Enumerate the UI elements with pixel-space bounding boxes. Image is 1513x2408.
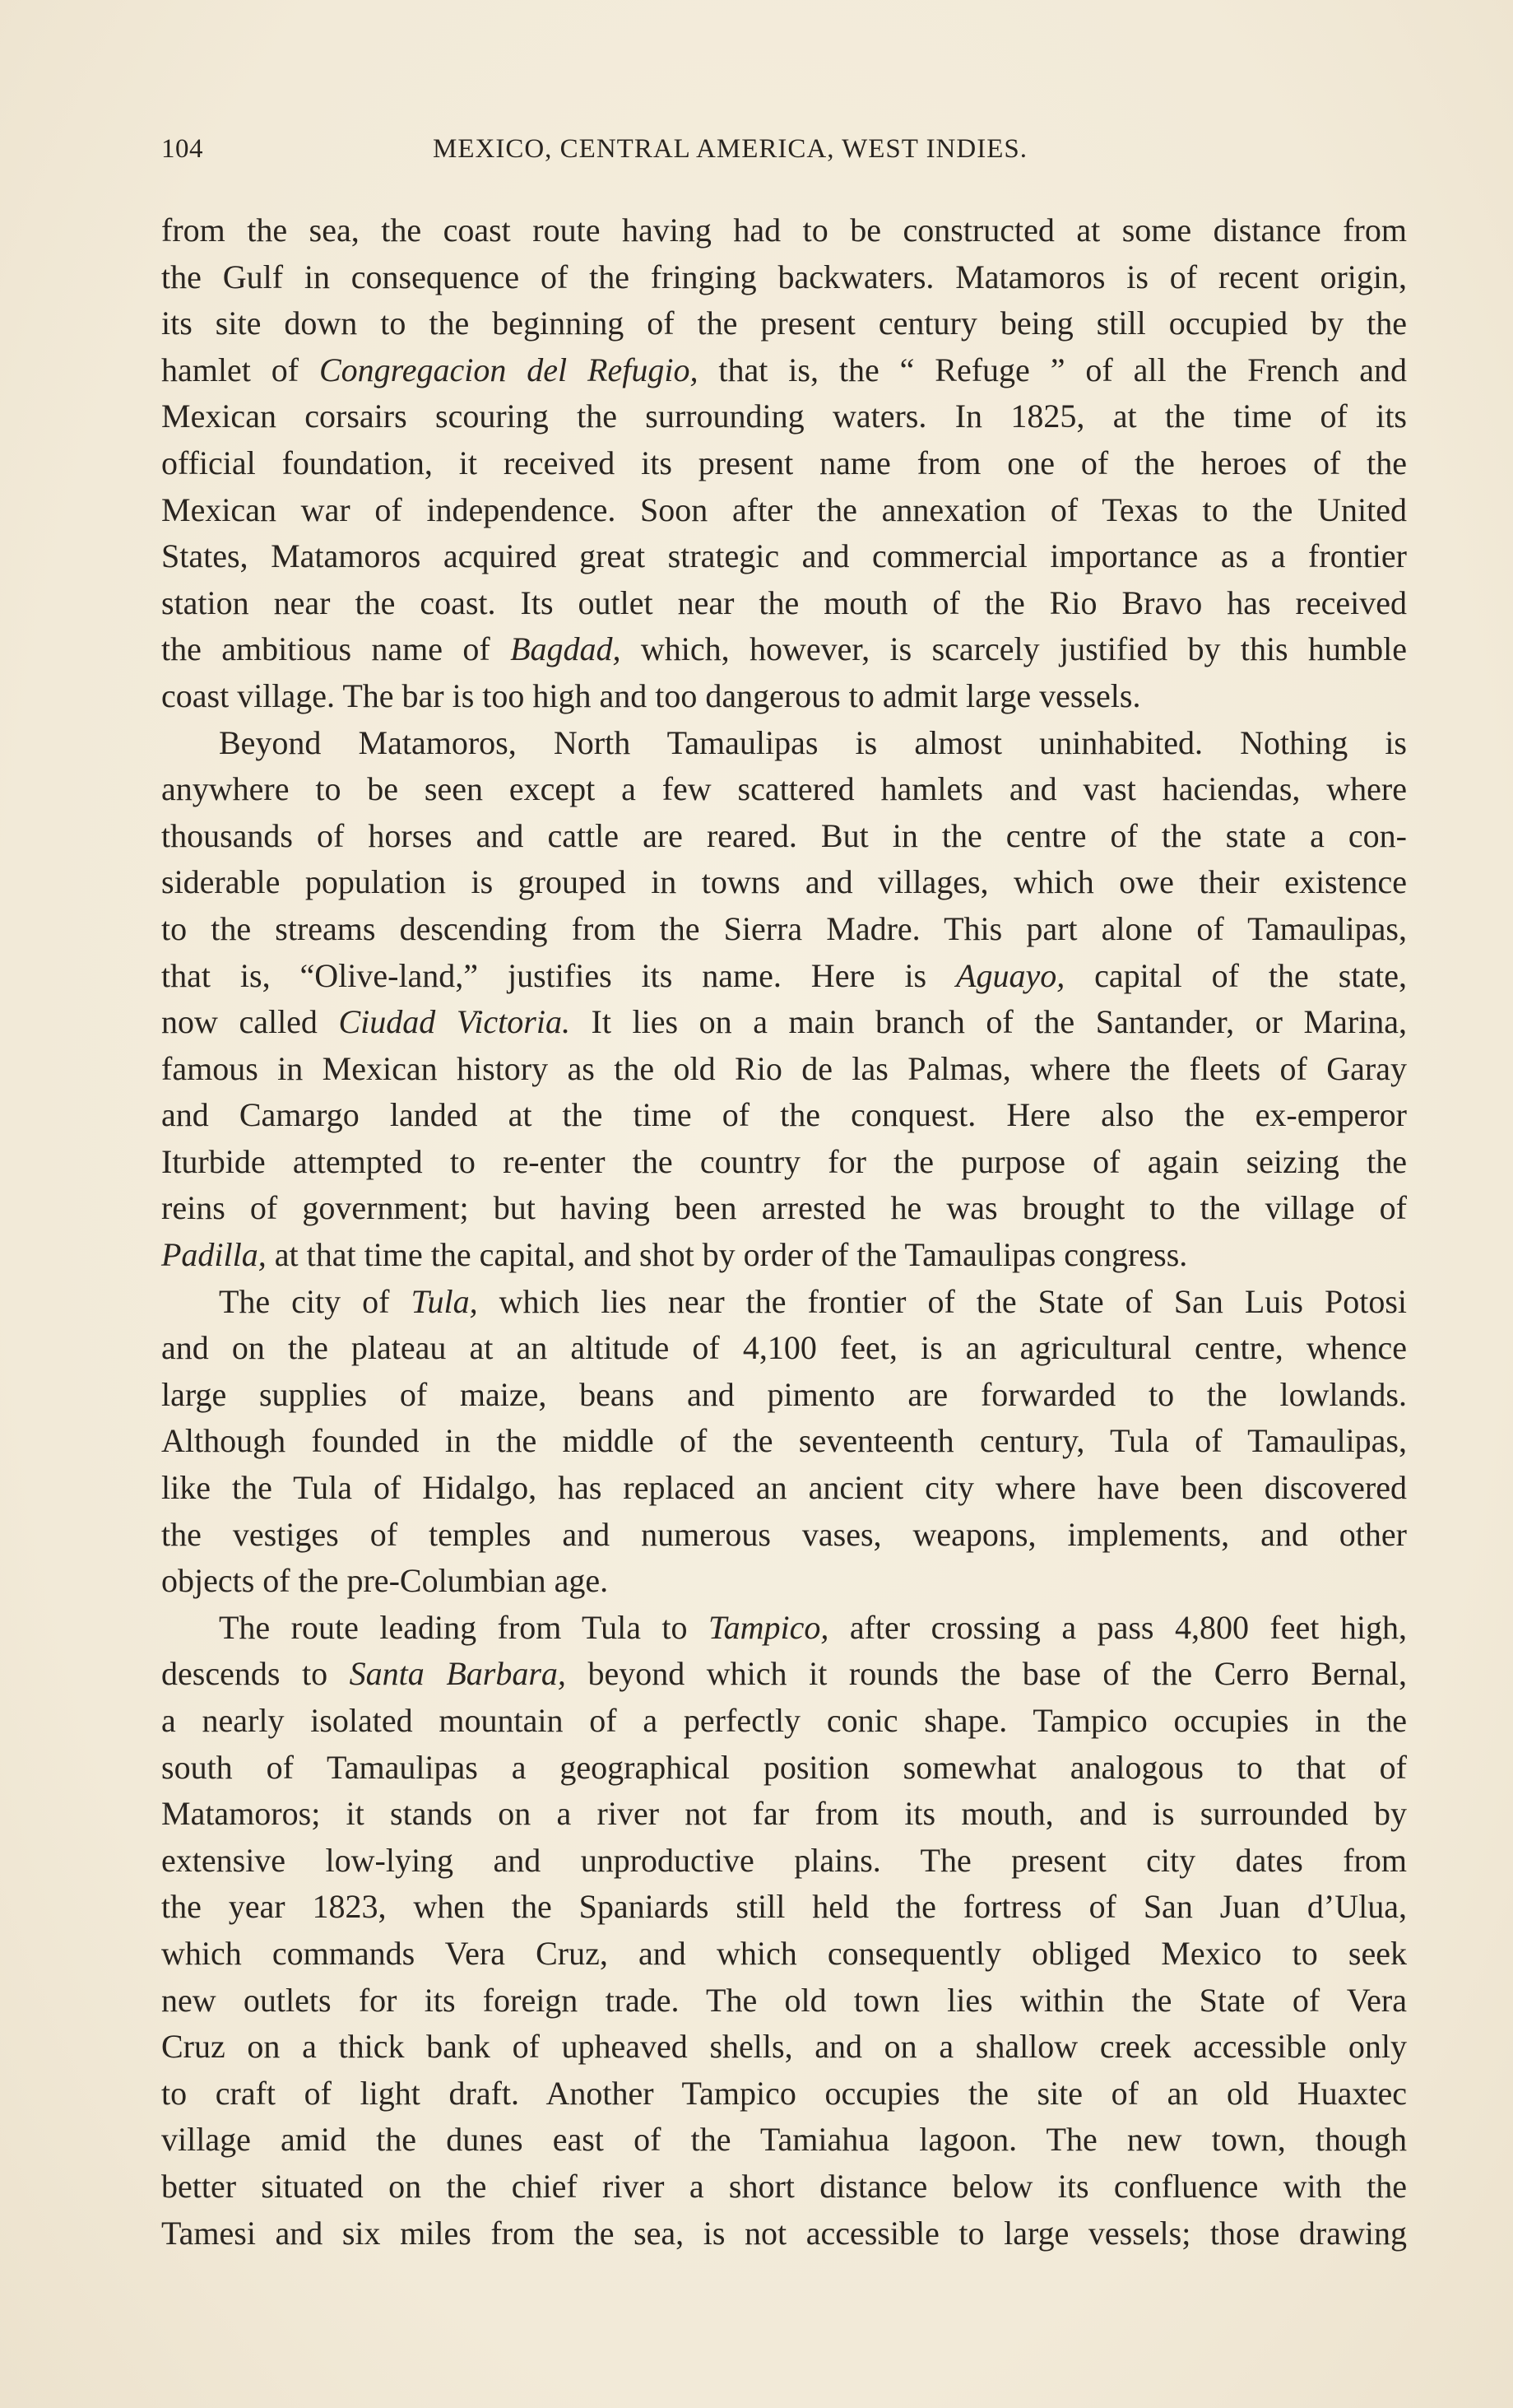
text-line [161, 1092, 1407, 1139]
text-line [161, 207, 1407, 254]
text-line [161, 1465, 1407, 1512]
text-line [161, 626, 1407, 673]
text-line [161, 2117, 1407, 2164]
line-text: siderable population is grouped in towns and villages, which owe their existence [161, 863, 1407, 901]
line-text: the year 1823, when the Spaniards still held the fortress of San Juan d’Ulua, [161, 1888, 1407, 1926]
text-line [161, 953, 1407, 1000]
line-text: Beyond Matamoros, North Tamaulipas is almost uninhabited. Nothing is [219, 723, 1407, 761]
text-line [161, 1325, 1407, 1372]
text-line [161, 1279, 1407, 1326]
text-line [161, 487, 1407, 534]
text-line [161, 1418, 1407, 1465]
line-text-before: now called [161, 1003, 339, 1041]
line-text-after: which, however, is scarcely justified by this humble [620, 630, 1407, 668]
line-text: States, Matamoros acquired great strategic and commercial importance as a frontier [161, 537, 1407, 575]
line-text: coast village. The bar is too high and too dangerous to admit large vessels. [161, 676, 1141, 714]
line-text: Matamoros; it stands on a river not far from its mouth, and is surrounded by [161, 1795, 1407, 1833]
text-line [161, 254, 1407, 301]
line-text: from the sea, the coast route having had to be constructed at some distance from [161, 212, 1407, 249]
line-text-after: at that time the capital, and shot by order of the Tamaulipas congress. [266, 1236, 1188, 1274]
line-text-before: hamlet of [161, 351, 319, 388]
text-line [161, 1884, 1407, 1931]
text-line [161, 533, 1407, 580]
italic-place-name: Tula, [411, 1282, 478, 1320]
text-line [161, 1698, 1407, 1745]
line-text: Although founded in the middle of the seventeenth century, Tula of Tamaulipas, [161, 1422, 1407, 1460]
text-line [161, 766, 1407, 813]
text-line [161, 2024, 1407, 2071]
line-text-before: The city of [219, 1282, 411, 1320]
line-text: the vestiges of temples and numerous vases, weapons, implements, and other [161, 1515, 1407, 1553]
line-text-before: the ambitious name of [161, 630, 511, 668]
line-text-after: after crossing a pass 4,800 feet high, [828, 1608, 1407, 1646]
page-number: 104 [161, 134, 203, 164]
text-line [161, 813, 1407, 860]
text-line [161, 347, 1407, 394]
line-text: large supplies of maize, beans and pimento are forwarded to the lowlands. [161, 1375, 1407, 1413]
text-line [161, 300, 1407, 347]
text-line [161, 859, 1407, 906]
text-line [161, 1232, 1407, 1279]
line-text-before: The route leading from Tula to [219, 1608, 709, 1646]
running-head: MEXICO, CENTRAL AMERICA, WEST INDIES. [433, 134, 1028, 164]
line-text: like the Tula of Hidalgo, has replaced an ancient city where have been discovered [161, 1469, 1407, 1507]
line-text: Mexican war of independence. Soon after the annexation of Texas to the United [161, 490, 1407, 528]
line-text: reins of government; but having been arrested he was brought to the village of [161, 1189, 1407, 1227]
text-line [161, 1372, 1407, 1419]
text-line [161, 2164, 1407, 2210]
text-line [161, 1605, 1407, 1652]
line-text: anywhere to be seen except a few scattered hamlets and vast haciendas, where [161, 770, 1407, 808]
text-line [161, 1651, 1407, 1698]
italic-place-name: Santa Barbara, [349, 1655, 566, 1693]
line-text: to craft of light draft. Another Tampico occupies the site of an old Huaxtec [161, 2074, 1407, 2112]
text-line [161, 580, 1407, 627]
line-text: and Camargo landed at the time of the conquest. Here also the ex-emperor [161, 1096, 1407, 1134]
line-text: thousands of horses and cattle are reared. But in the centre of the state a con- [161, 816, 1407, 854]
line-text: a nearly isolated mountain of a perfectly conic shape. Tampico occupies in the [161, 1702, 1407, 1739]
text-line [161, 1791, 1407, 1838]
line-text: famous in Mexican history as the old Rio de las Palmas, where the fleets of Garay [161, 1049, 1407, 1087]
page-header [161, 134, 1190, 174]
text-line [161, 1512, 1407, 1559]
line-text: new outlets for its foreign trade. The old town lies within the State of Vera [161, 1981, 1407, 2019]
text-line [161, 1558, 1407, 1605]
line-text-after: beyond which it rounds the base of the Cerro Bernal, [565, 1655, 1407, 1693]
line-text-after: It lies on a main branch of the Santander, or Marina, [569, 1003, 1408, 1041]
line-text: the Gulf in consequence of the fringing backwaters. Matamoros is of recent origin, [161, 258, 1407, 295]
line-text: its site down to the beginning of the present century being still occupied by the [161, 304, 1407, 342]
line-text: station near the coast. Its outlet near the mouth of the Rio Bravo has received [161, 583, 1407, 621]
line-text-after: that is, the “ Refuge ” of all the French and [698, 351, 1407, 388]
italic-place-name: Padilla, [161, 1236, 267, 1274]
line-text: objects of the pre-Columbian age. [161, 1562, 609, 1600]
line-text: official foundation, it received its present name from one of the heroes of the [161, 444, 1407, 481]
text-line [161, 1838, 1407, 1885]
body-text [161, 207, 1407, 2257]
line-text-before: that is, “Olive-land,” justifies its name. Here is [161, 956, 957, 994]
text-line [161, 720, 1407, 767]
italic-place-name: Bagdad, [510, 630, 621, 668]
italic-place-name: Ciudad Victoria. [338, 1003, 570, 1041]
line-text: which commands Vera Cruz, and which consequently obliged Mexico to seek [161, 1934, 1407, 1972]
text-line [161, 1931, 1407, 1978]
line-text: south of Tamaulipas a geographical position somewhat analogous to that of [161, 1748, 1407, 1786]
line-text-before: descends to [161, 1655, 350, 1693]
line-text: and on the plateau at an altitude of 4,100 feet, is an agricultural centre, whence [161, 1329, 1407, 1367]
text-line [161, 1185, 1407, 1232]
line-text: extensive low-lying and unproductive plains. The present city dates from [161, 1841, 1407, 1879]
text-line [161, 673, 1407, 720]
italic-place-name: Aguayo, [956, 956, 1065, 994]
text-line [161, 906, 1407, 953]
line-text: Cruz on a thick bank of upheaved shells, and on a shallow creek accessible only [161, 2028, 1407, 2066]
line-text: Iturbide attempted to re-enter the country for the purpose of again seizing the [161, 1142, 1407, 1180]
text-line [161, 1978, 1407, 2024]
text-line [161, 2210, 1407, 2257]
text-line [161, 2071, 1407, 2117]
line-text: Mexican corsairs scouring the surrounding waters. In 1825, at the time of its [161, 397, 1407, 435]
text-line [161, 1139, 1407, 1186]
line-text-after: capital of the state, [1065, 956, 1407, 994]
text-line [161, 1046, 1407, 1093]
text-line [161, 440, 1407, 487]
line-text: village amid the dunes east of the Tamiahua lagoon. The new town, though [161, 2121, 1407, 2159]
text-line [161, 999, 1407, 1046]
line-text: to the streams descending from the Sierra Madre. This part alone of Tamaulipas, [161, 909, 1407, 947]
line-text-after: which lies near the frontier of the State of San Luis Potosi [477, 1282, 1407, 1320]
italic-place-name: Congregacion del Refugio, [318, 351, 698, 388]
text-line [161, 1745, 1407, 1792]
italic-place-name: Tampico, [708, 1608, 829, 1646]
line-text: better situated on the chief river a short distance below its confluence with the [161, 2167, 1407, 2205]
line-text: Tamesi and six miles from the sea, is not accessible to large vessels; those drawing [161, 2214, 1407, 2252]
text-line [161, 393, 1407, 440]
